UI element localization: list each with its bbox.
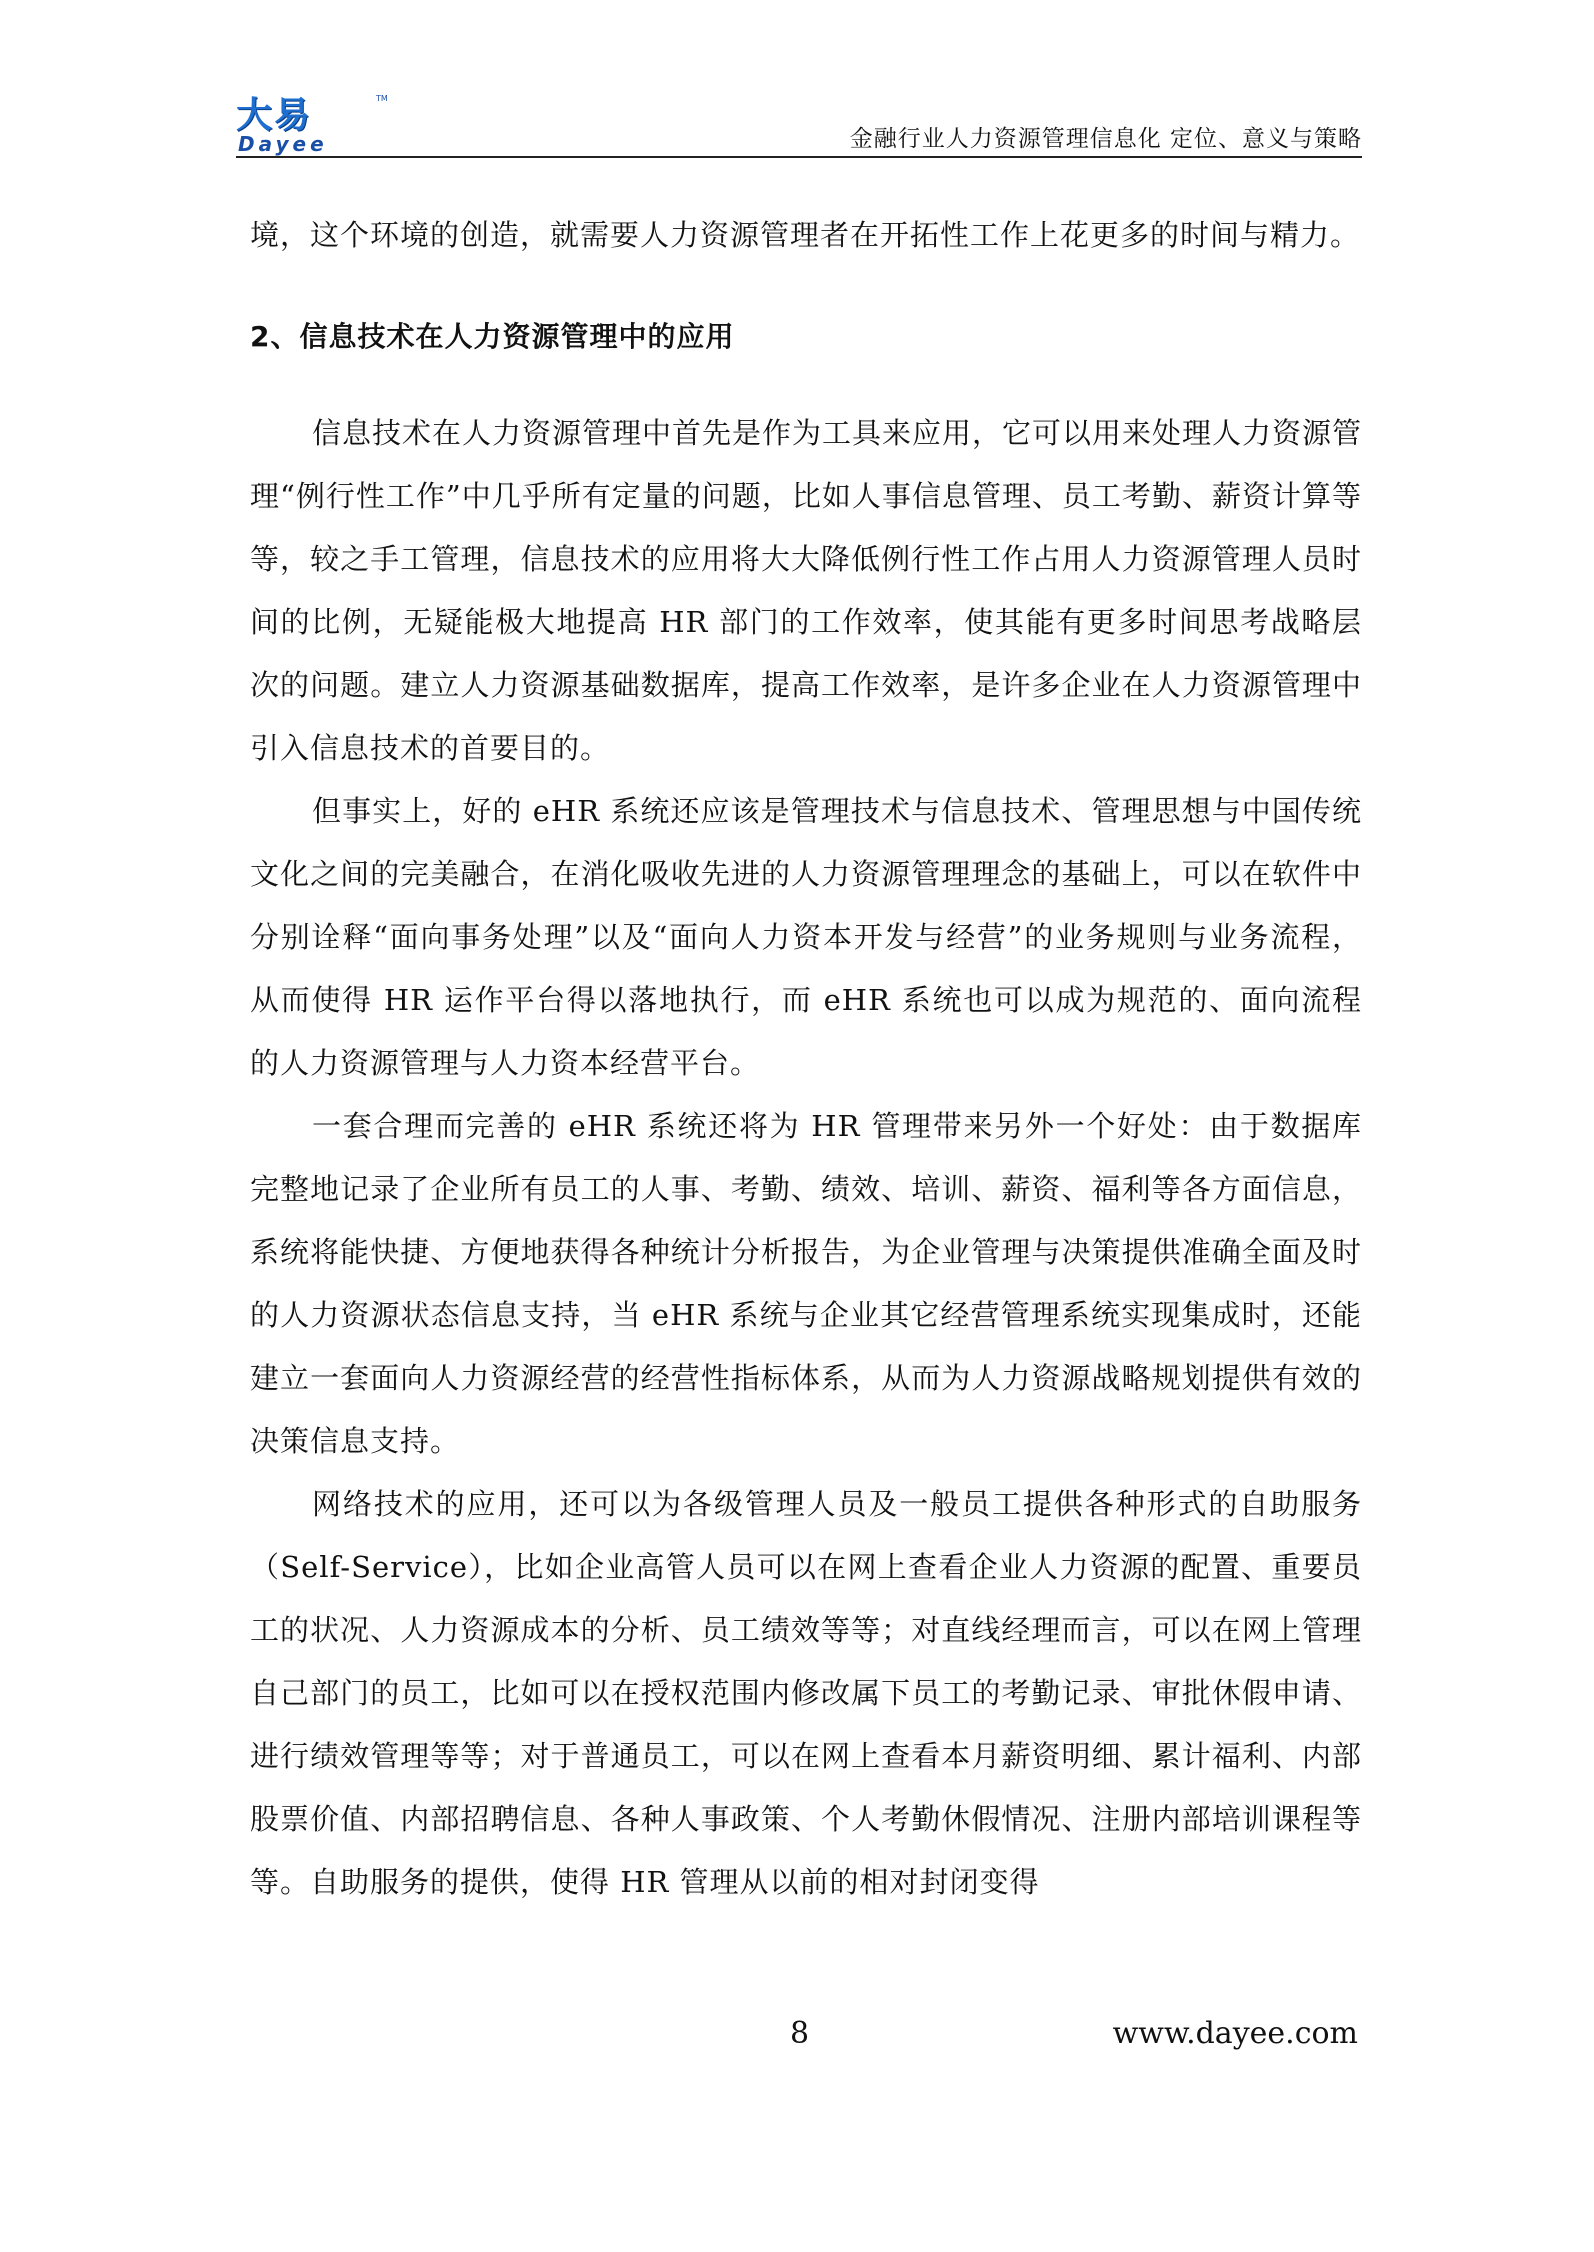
logo-chinese-text: 大易 [236, 94, 313, 136]
body-paragraph: 但事实上，好的 eHR 系统还应该是管理技术与信息技术、管理思想与中国传统文化之间的完美融合，在消化吸收先进的人力资源管理理念的基础上，可以在软件中分别诠释“面向事务处理”以及“面向人力资本开发与经营”的业务规则与业务流程，从而使得 HR 运作平台得以落地执行，而 eHR 系统也可以成为规范的、面向流程的人力资源管理与人力资本经营平台。 [250, 794, 1362, 1080]
intro-paragraph: 境，这个环境的创造，就需要人力资源管理者在开拓性工作上花更多的时间与精力。 [250, 218, 1361, 252]
logo-chinese [236, 92, 313, 136]
document-body [250, 204, 1362, 1914]
body-paragraph: 一套合理而完善的 eHR 系统还将为 HR 管理带来另外一个好处：由于数据库完整地记录了企业所有员工的人事、考勤、绩效、培训、薪资、福利等各方面信息，系统将能快捷、方便地获得各种统计分析报告，为企业管理与决策提供准确全面及时的人力资源状态信息支持，当 eHR 系统与企业其它经营管理系统实现集成时，还能建立一套面向人力资源经营的经营性指标体系，从而为人力资源战略规划提供有效的决策信息支持。 [250, 1109, 1362, 1458]
logo-trademark: TM [376, 94, 388, 103]
body-paragraph: 信息技术在人力资源管理中首先是作为工具来应用，它可以用来处理人力资源管理“例行性工作”中几乎所有定量的问题，比如人事信息管理、员工考勤、薪资计算等等，较之手工管理，信息技术的应用将大大降低例行性工作占用人力资源管理人员时间的比例，无疑能极大地提高 HR 部门的工作效率，使其能有更多时间思考战略层次的问题。建立人力资源基础数据库，提高工作效率，是许多企业在人力资源管理中引入信息技术的首要目的。 [250, 416, 1363, 765]
footer-url: www.dayee.com [1112, 2016, 1358, 2051]
header-divider [236, 156, 1362, 158]
body-paragraph: 网络技术的应用，还可以为各级管理人员及一般员工提供各种形式的自助服务（Self-Service），比如企业高管人员可以在网上查看企业人力资源的配置、重要员工的状况、人力资源成本的分析、员工绩效等等；对直线经理而言，可以在网上管理自己部门的员工，比如可以在授权范围内修改属下员工的考勤记录、审批休假申请、进行绩效管理等等；对于普通员工，可以在网上查看本月薪资明细、累计福利、内部股票价值、内部招聘信息、各种人事政策、个人考勤休假情况、注册内部培训课程等等。自助服务的提供，使得 HR 管理从以前的相对封闭变得 [250, 1487, 1362, 1899]
dayee-logo [236, 92, 386, 154]
page-header [236, 92, 1362, 156]
page-number: 8 [790, 2016, 810, 2051]
logo-english: Dayee [238, 132, 328, 156]
section-heading: 2、信息技术在人力资源管理中的应用 [250, 320, 735, 353]
document-title: 金融行业人力资源管理信息化 定位、意义与策略 [849, 126, 1362, 152]
